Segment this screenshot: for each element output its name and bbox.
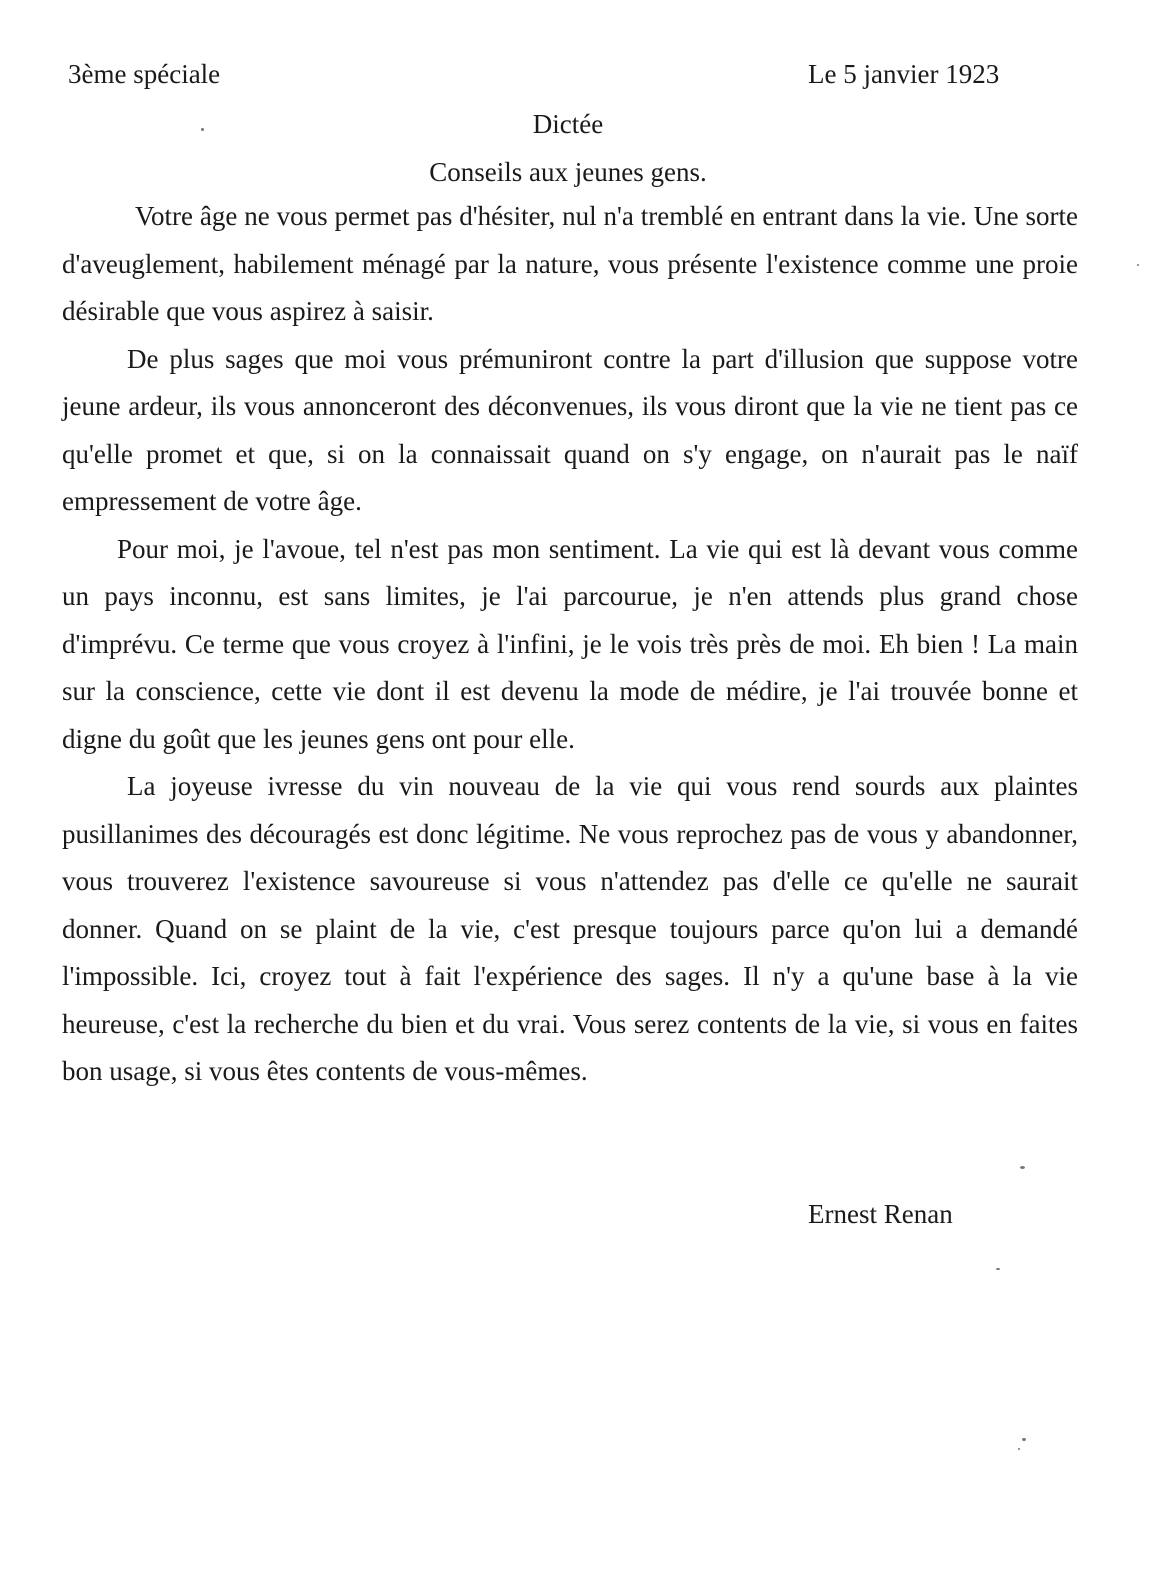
- scan-speck: [1018, 1448, 1020, 1450]
- paragraph-2: De plus sages que moi vous prémuniront contre la part d'illusion que suppose votre jeune ardeur, ils vous annonceront des déconvenues, ils vous diront que la vie ne tient pas ce qu'elle promet et que, si on la connaissait quand on s'y engage, on n'aurait pas le naïf empressement de votre âge.: [62, 343, 1078, 516]
- paragraph-1: Votre âge ne vous permet pas d'hésiter, nul n'a tremblé en entrant dans la vie. Une sorte d'aveuglement, habilement ménagé par la nature, vous présente l'existence comme une proie désirable que vous aspirez à saisir.: [62, 201, 1078, 326]
- dictation-body: [62, 193, 1078, 1096]
- scan-speck: [201, 128, 204, 131]
- scan-speck: [1137, 264, 1139, 266]
- paragraph-3: Pour moi, je l'avoue, tel n'est pas mon sentiment. La vie qui est là devant vous comme un pays inconnu, est sans limites, je l'ai parcourue, je n'en attends plus grand chose d'imprévu. Ce terme que vous croyez à l'infini, je le vois très près de moi. Eh bien ! La main sur la conscience, cette vie dont il est devenu la mode de médire, je l'ai trouvée bonne et digne du goût que les jeunes gens ont pour elle.: [62, 533, 1078, 754]
- class-label: 3ème spéciale: [68, 59, 221, 89]
- document-date: Le 5 janvier 1923: [808, 59, 1000, 89]
- document-subtitle: Conseils aux jeunes gens.: [429, 157, 707, 187]
- document-heading: Dictée: [532, 109, 604, 139]
- scan-speck: [996, 1268, 1000, 1270]
- scan-speck: [1022, 1438, 1026, 1441]
- author-signature: Ernest Renan: [808, 1199, 953, 1229]
- paragraph-4: La joyeuse ivresse du vin nouveau de la vie qui vous rend sourds aux plaintes pusillanimes des découragés est donc légitime. Ne vous reprochez pas de vous y abandonner, vous trouverez l'existence savoureuse si vous n'attendez pas d'elle ce qu'elle ne saurait donner. Quand on se plaint de la vie, c'est presque toujours parce qu'on lui a demandé l'impossible. Ici, croyez tout à fait l'expérience des sages. Il n'y a qu'une base à la vie heureuse, c'est la recherche du bien et du vrai. Vous serez contents de la vie, si vous en faites bon usage, si vous êtes contents de vous-mêmes.: [62, 771, 1078, 1086]
- scan-speck: [1020, 1166, 1025, 1169]
